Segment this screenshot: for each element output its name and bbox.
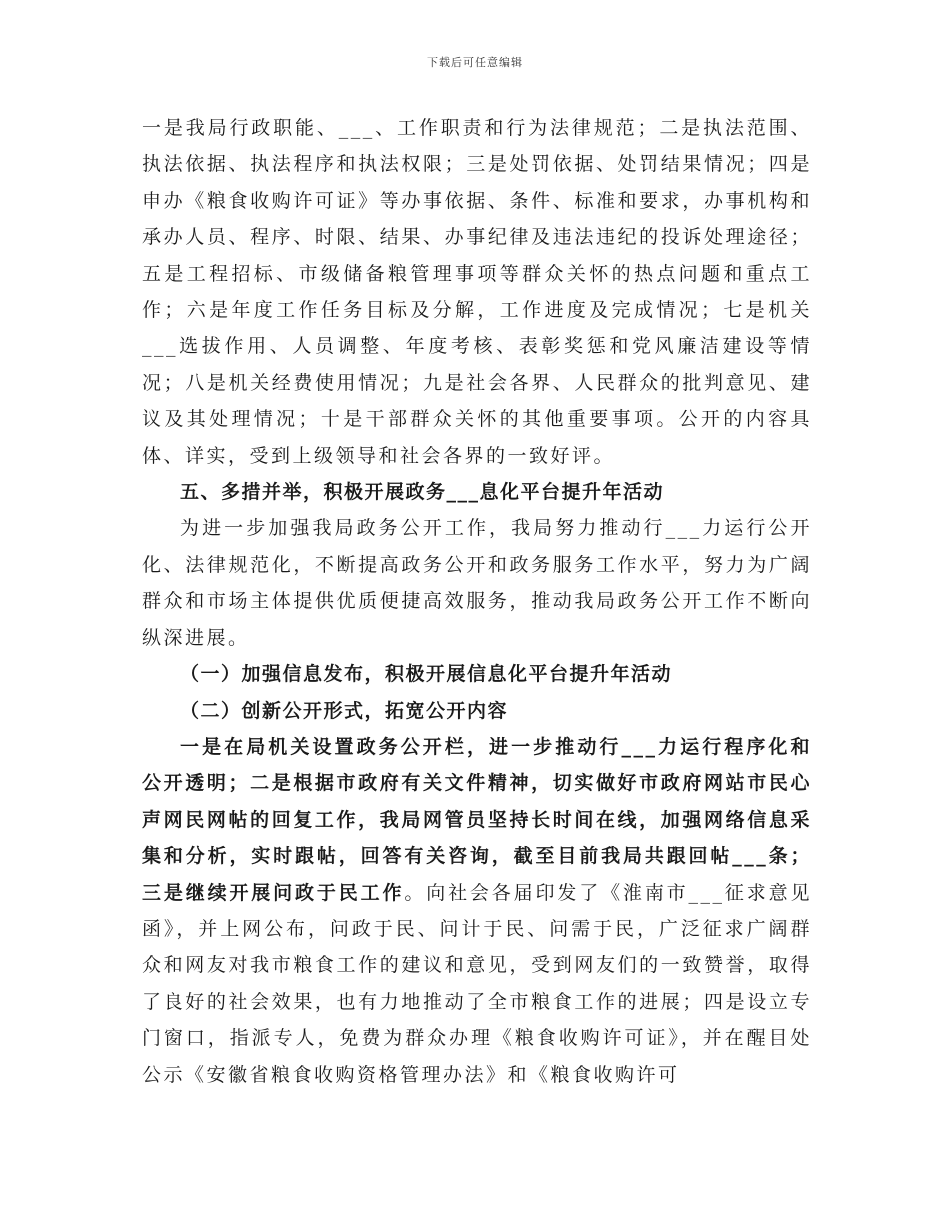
paragraph-section-five-intro: 为进一步加强我局政务公开工作，我局努力推动行___力运行公开化、法律规范化，不断提高政务公开和政务服务工作水平，努力为广阔群众和市场主体提供优质便捷高效服务，推动我局政务公开工作不断向纵深进展。 xyxy=(142,517,812,649)
paragraph-public-forms xyxy=(142,729,812,1093)
document-body xyxy=(142,110,812,1093)
page-header: 下载后可任意编辑 xyxy=(427,56,523,69)
subheading-one: （一）加强信息发布，积极开展信息化平台提升年活动 xyxy=(180,663,673,686)
section-heading-five: 五、多措并举，积极开展政务___息化平台提升年活动 xyxy=(180,481,665,504)
paragraph-continuation: 。向社会各届印发了《淮南市___征求意见函》，并上网公布，问政于民、问计于民、问需于民，广泛征求广阔群众和网友对我市粮食工作的建议和意见，受到网友们的一致赞誉，取得了良好的社会效果，也有力地推动了全市粮食工作的进展；四是设立专门窗口，指派专人，免费为群众办理《粮食收购许可证》，并在醒目处公示《安徽省粮食收购资格管理办法》和《粮食收购许可 xyxy=(142,881,812,1086)
subheading-two: （二）创新公开形式，拓宽公开内容 xyxy=(180,699,509,722)
paragraph-bold-lead: 一是在局机关设置政务公开栏，进一步推动行___力运行程序化和公开透明；二是根据市政府有关文件精神，切实做好市政府网站市民心声网民网帖的回复工作，我局网管员坚持长时间在线，加强网络信息采集和分析，实时跟帖，回答有关咨询，截至目前我局共跟回帖___条；三是继续开展问政于民工作 xyxy=(142,735,812,904)
paragraph-disclosure-items: 一是我局行政职能、___、工作职责和行为法律规范；二是执法范围、执法依据、执法程序和执法权限；三是处罚依据、处罚结果情况；四是申办《粮食收购许可证》等办事依据、条件、标准和要求，办事机构和承办人员、程序、时限、结果、办事纪律及违法违纪的投诉处理途径；五是工程招标、市级储备粮管理事项等群众关怀的热点问题和重点工作；六是年度工作任务目标及分解，工作进度及完成情况；七是机关___选拔作用、人员调整、年度考核、表彰奖惩和党风廉洁建设等情况；八是机关经费使用情况；九是社会各界、人民群众的批判意见、建议及其处理情况；十是干部群众关怀的其他重要事项。公开的内容具体、详实，受到上级领导和社会各界的一致好评。 xyxy=(142,117,812,467)
